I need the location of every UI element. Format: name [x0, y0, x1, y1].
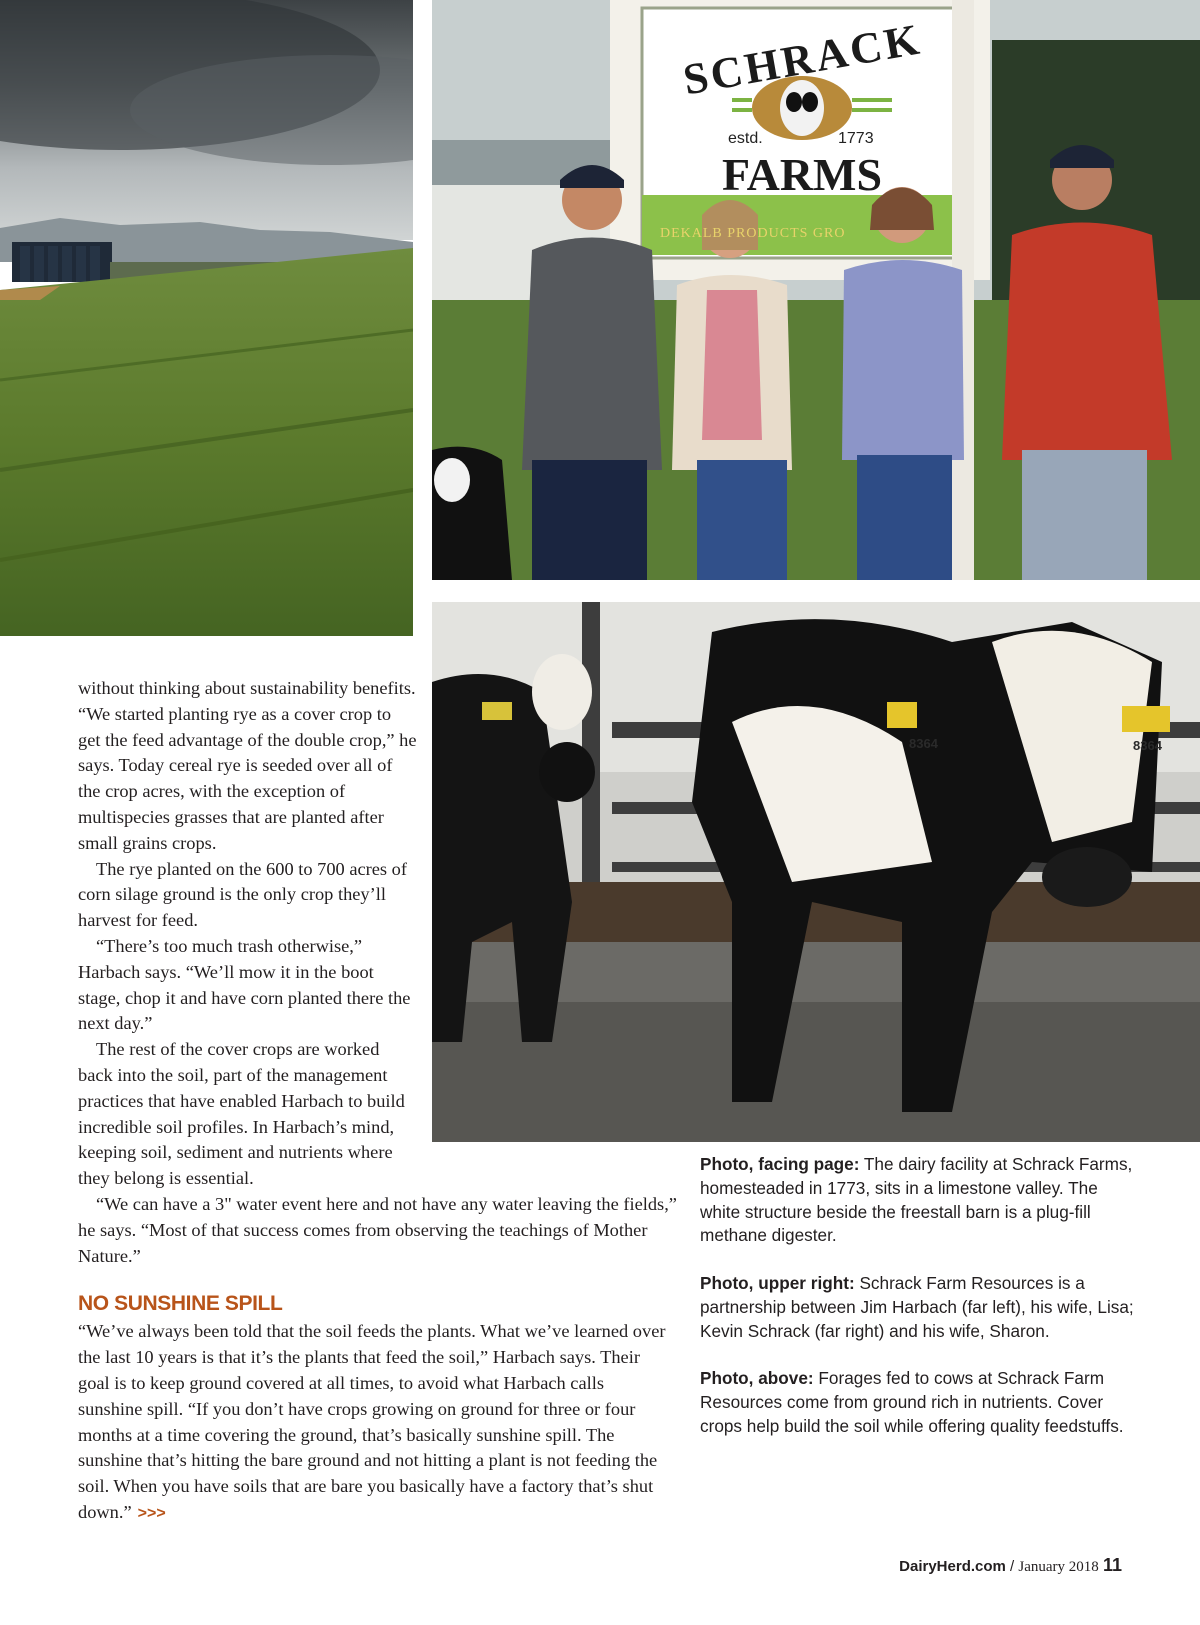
caption — [700, 1367, 1140, 1438]
sign-year: 1773 — [838, 130, 874, 147]
caption-label: Photo, upper right: — [700, 1272, 855, 1293]
article-body — [78, 676, 678, 1527]
paragraph: The rye planted on the 600 to 700 acres of corn silage ground is the only crop they’ll harvest for feed. — [78, 858, 408, 931]
paragraph: The rest of the cover crops are worked back into the soil, part of the management practices that have enabled Harbach to build incredible soil profiles. In Harbach’s mind, keeping soil, sediment and nutrients where they belong is essential. — [78, 1039, 405, 1189]
sign-banner: DEKALB PRODUCTS GRO — [660, 226, 846, 241]
paragraph — [78, 1319, 668, 1526]
footer-date: January 2018 — [1018, 1559, 1099, 1575]
caption — [700, 1153, 1140, 1248]
sign-estd: estd. — [728, 130, 763, 147]
page-footer — [899, 1555, 1122, 1576]
caption-text: Schrack Farm Resources is a partnership between Jim Harbach (far left), his wife, Lisa; Kevin Schrack (far right) and his wife, Sharon. — [700, 1272, 1134, 1341]
continue-arrows[interactable]: >>> — [137, 1504, 166, 1522]
subheading: NO SUNSHINE SPILL — [78, 1292, 283, 1316]
caption-text: The dairy facility at Schrack Farms, homesteaded in 1773, sits in a limestone valley. The white structure beside the freestall barn is a plug-fill methane digester. — [700, 1154, 1133, 1246]
farm-sign — [642, 14, 962, 270]
ear-tag-right: 8364 — [1133, 738, 1162, 753]
caption — [700, 1272, 1140, 1343]
paragraph: “We can have a 3" water event here and not have any water leaving the fields,” he says. “Most of that success comes from observing the teachings of Mother Nature.” — [78, 1193, 677, 1266]
paragraph: without thinking about sustainability benefits. “We started planting rye as a cover crop to get the feed advantage of the double crop,” he says. Today cereal rye is seeded over all of the crop acres, with the exception of multispecies grasses that are planted after small grains crops. — [78, 678, 417, 853]
sign-bottom-text: FARMS — [721, 149, 883, 200]
caption-label: Photo, facing page: — [700, 1154, 860, 1174]
paragraph-text: “We’ve always been told that the soil feeds the plants. What we’ve learned over the last 10 years is that it’s the plants that feed the soil,” Harbach says. Their goal is to keep ground covered at all times, to avoid what Harbach calls sunshine spill. “If you don’t have crops growing on ground for three or four months at a time covering the ground, that’s basically sunshine spill. The sunshine that’s hitting the bare ground and not hitting a plant is not feeding the soil. When you have soils that are bare you basically have a factory that’s shut down.” — [78, 1321, 666, 1522]
page-number: 11 — [1102, 1555, 1122, 1575]
photo-captions — [700, 1153, 1140, 1462]
footer-site[interactable]: DairyHerd.com — [899, 1558, 1006, 1575]
field-photo — [0, 0, 413, 636]
caption-text: Forages fed to cows at Schrack Farm Resources come from ground rich in nutrients. Cover crops help build the soil while offering quality feedstuffs. — [700, 1368, 1124, 1436]
caption-label: Photo, above: — [700, 1368, 814, 1389]
paragraph: “There’s too much trash otherwise,” Harbach says. “We’ll mow it in the boot stage, chop it and have corn planted there the next day.” — [78, 935, 411, 1034]
sign-top-text: SCHRACK — [679, 14, 926, 105]
footer-separator: / — [1005, 1558, 1019, 1575]
ear-tag-left: 8364 — [909, 736, 938, 751]
